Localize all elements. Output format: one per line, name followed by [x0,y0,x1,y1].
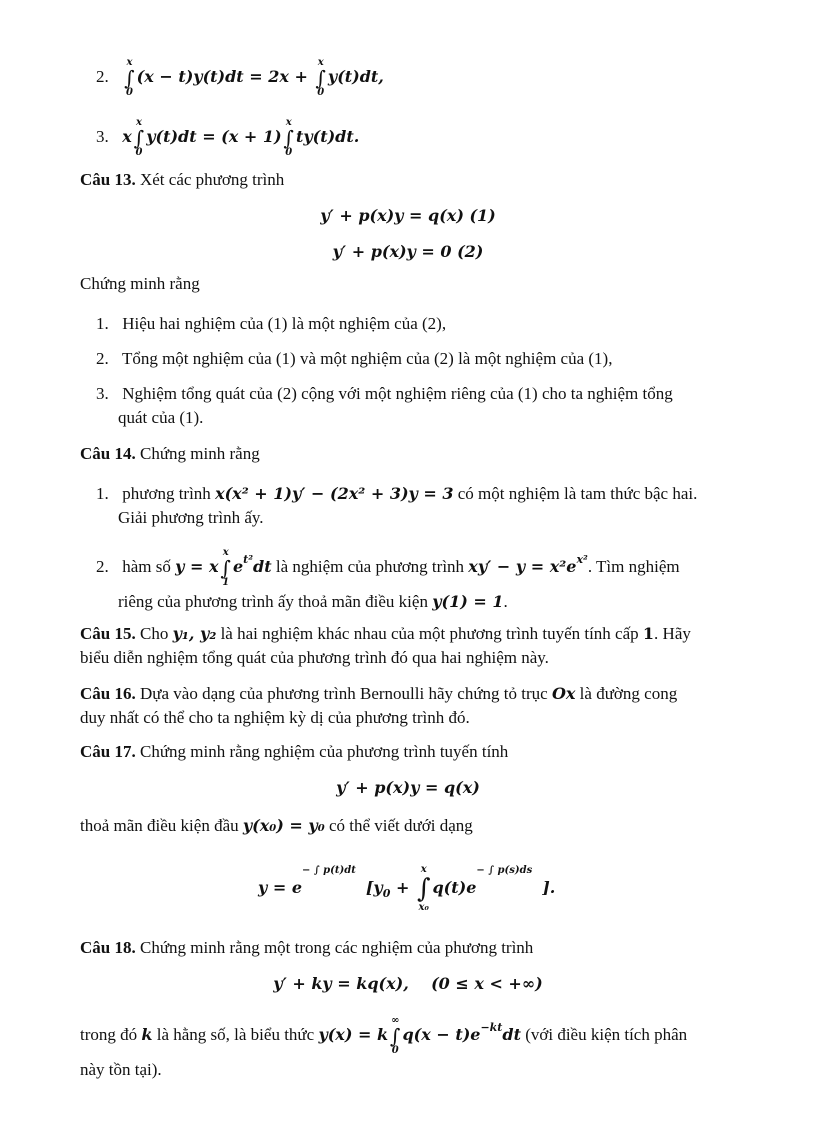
question-label: Câu 14. [80,444,136,463]
item-number: 2. [96,66,109,86]
item-text: là nghiệm của phương trình [275,557,465,576]
item-text: quát của (1). [118,408,204,427]
question-17-condition [80,814,473,838]
equation-text: y′ + p(x)y = q(x) [336,778,480,797]
inline-math: 1 [642,624,655,643]
question-label: Câu 18. [80,938,136,957]
integral-symbol: x ∫ 1 [220,547,231,589]
solution-formula: $y = e^{- \int p(t)dt}[y_0$ + x ∫ x₀ $q(t)e^{- \int p(s)ds}$]. [258,864,556,914]
item-text: Giải phương trình ấy. [118,508,264,527]
item-text: phương trình [122,484,211,503]
question-intro: Chứng minh rằng [139,444,260,463]
question-13-heading [80,168,284,192]
item-text: riêng của phương trình ấy thoả mãn điều kiện [118,592,428,611]
question-16-line1 [80,682,677,706]
question-14-heading [80,442,260,466]
item-number: 3. [96,126,109,146]
question-15-line2 [80,646,549,670]
question-18-heading [80,936,533,960]
item-text: Hiệu hai nghiệm của (1) là một nghiệm của (2), [122,314,447,333]
q14-item-2-cont [118,590,508,614]
integral-symbol: x ∫ 0 [315,57,326,98]
q13-item-3-cont [118,406,203,430]
inline-math: y₁, y₂ [172,624,217,643]
inline-math: y(1) = 1 [432,592,504,611]
item-text: Tổng một nghiệm của (1) và một nghiệm của (2) là một nghiệm của (1), [121,349,613,368]
item-text: Nghiệm tổng quát của (2) cộng với một nghiệm riêng của (1) cho ta nghiệm tổng [122,384,673,403]
question-label: Câu 16. [80,684,136,703]
equation-1 [0,204,816,228]
question-label: Câu 15. [80,624,136,643]
item-text: thoả mãn điều kiện đầu [80,816,239,835]
q14-item-1 [96,482,697,506]
integral-symbol: x ∫ 0 [124,57,135,98]
equation-text: y′ + ky = kq(x), (0 ≤ x < +∞) [273,974,543,993]
item-text: có một nghiệm là tam thức bậc hai. [457,484,698,503]
item-text: này tồn tại). [80,1060,162,1079]
inline-math: y(x₀) = y₀ [242,816,325,835]
prove-text: Chứng minh rằng [80,274,200,293]
item-text: Dựa vào dạng của phương trình Bernoulli hãy chứng tỏ trục [139,684,548,703]
item-text: là hằng số, là biểu thức [156,1025,315,1044]
item-text: hàm số [122,557,171,576]
equation-2 [0,240,816,264]
question-17-heading [80,740,508,764]
inline-math: k [141,1025,153,1044]
equation-text: y′ + p(x)y = q(x) (1) [320,206,496,225]
item-text: (với điều kiện tích phân [525,1025,688,1044]
item-text: là hai nghiệm khác nhau của một phương trình tuyến tính cấp [220,624,639,643]
q14-item-1-cont [118,506,264,530]
item-number: 1. [96,484,109,503]
item-text: duy nhất có thể cho ta nghiệm kỳ dị của phương trình đó. [80,708,470,727]
prove-statement [80,272,200,296]
equation-text: y′ + p(x)y = 0 (2) [332,242,484,261]
equation-18 [0,972,816,996]
item-text: biểu diễn nghiệm tổng quát của phương trình đó qua hai nghiệm này. [80,648,549,667]
question-intro: Chứng minh rằng một trong các nghiệm của phương trình [139,938,534,957]
question-18-line2 [80,1058,162,1082]
question-intro: Chứng minh rằng nghiệm của phương trình tuyến tính [139,742,509,761]
integral-symbol: x ∫ x₀ [416,864,431,914]
inline-math: x(x² + 1)y′ − (2x² + 3)y = 3 [215,484,454,503]
question-18-line: trong đó k là hằng số, là biểu thức y(x) = k ∞ ∫ 0 $q(x - t)e^{-kt}dt$ (với điều kiện tích phân [80,1015,688,1057]
item-text: . Hãy [654,624,691,643]
item-number: 2. [96,557,109,576]
question-label: Câu 13. [80,170,136,189]
prev-item-3: 3. x x ∫ 0 y(t)dt = (x + 1) x ∫ 0 ty(t)dt. [96,117,360,158]
question-label: Câu 17. [80,742,136,761]
q13-item-1 [96,312,446,336]
item-number: 2. [96,349,109,368]
integral-symbol: ∞ ∫ 0 [390,1015,401,1057]
item-text: trong đó [80,1025,138,1044]
question-intro: Xét các phương trình [139,170,285,189]
q13-item-2 [96,347,612,371]
question-16-line2 [80,706,470,730]
q13-item-3 [96,382,673,406]
question-15-line1 [80,622,691,646]
prev-item-2: 2. x ∫ 0 (x − t)y(t)dt = 2x + x ∫ 0 y(t)dt, [96,57,384,98]
item-text: là đường cong [579,684,678,703]
item-text: . [503,592,508,611]
item-text: có thể viết dưới dạng [328,816,473,835]
integral-symbol: x ∫ 0 [283,117,294,158]
item-text: . Tìm nghiệm [587,557,680,576]
item-number: 3. [96,384,109,403]
q14-item-2: 2. hàm số y = x x ∫ 1 $e^{t^2}dt$ là nghiệm của phương trình $xy' - y = x^2e^{x^2}$. Tìm nghiệm [96,547,680,589]
item-text: Cho [139,624,169,643]
inline-math: Ox [551,684,576,703]
integral-symbol: x ∫ 0 [133,117,145,158]
item-number: 1. [96,314,109,333]
equation-17 [0,776,816,800]
